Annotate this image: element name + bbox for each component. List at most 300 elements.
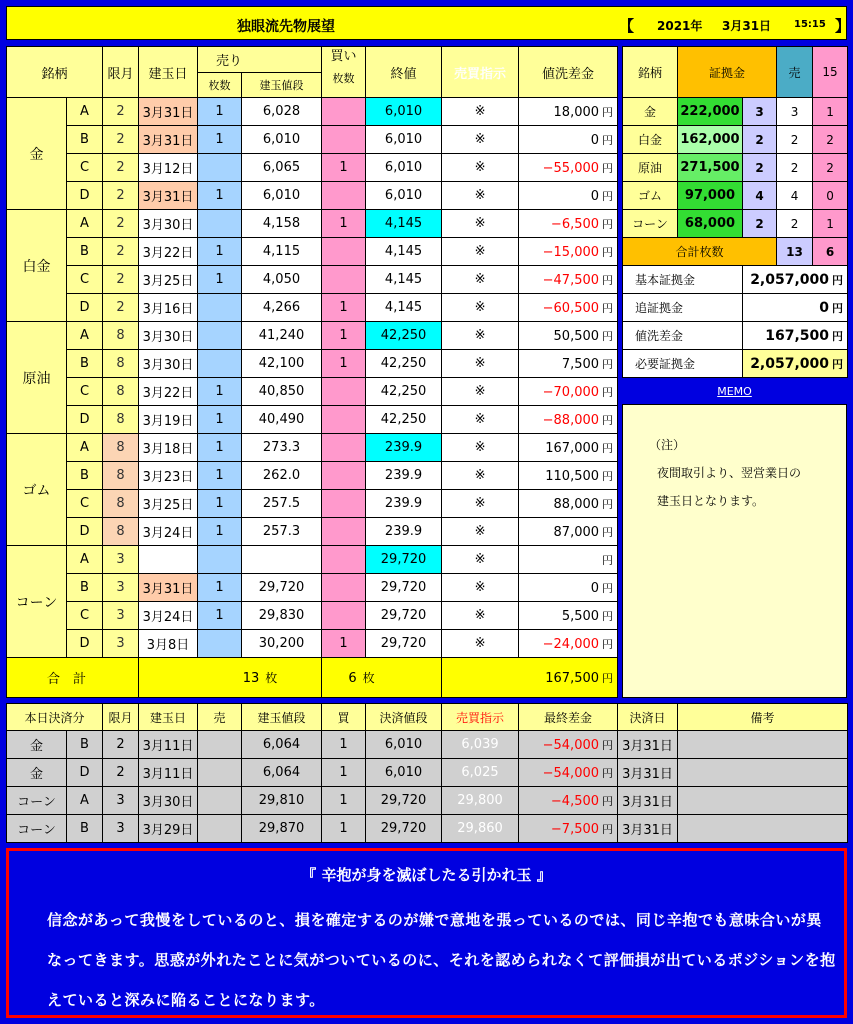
today-col-note: 備考 <box>678 704 848 731</box>
settled-row[interactable] <box>7 731 848 759</box>
row-instruction: ※ <box>442 434 519 462</box>
row-month: 2 <box>103 182 139 210</box>
row-key: B <box>67 238 103 266</box>
yen-unit: 円 <box>602 609 614 623</box>
memo-heading[interactable]: MEMO <box>717 385 752 398</box>
row-date: 3月23日 <box>139 462 198 490</box>
margin-sell: 2 <box>777 154 813 182</box>
margin-brand: 白金 <box>623 126 678 154</box>
row-buy-count <box>322 98 366 126</box>
settled-note <box>678 731 848 759</box>
settled-sell <box>198 787 242 815</box>
yen-unit: 円 <box>602 497 614 511</box>
summary-value <box>743 294 848 322</box>
table-row[interactable] <box>7 378 618 406</box>
row-diff-value: 0 <box>590 580 600 596</box>
row-sell-count: 1 <box>198 462 242 490</box>
row-instruction: ※ <box>442 378 519 406</box>
row-key: A <box>67 546 103 574</box>
row-diff-value: 18,000 <box>553 104 600 120</box>
settled-sdate: 3月31日 <box>618 759 678 787</box>
row-close: 239.9 <box>366 462 442 490</box>
table-row[interactable] <box>7 406 618 434</box>
settled-note <box>678 759 848 787</box>
side-col-sell: 売 <box>777 47 813 98</box>
margin-sell: 3 <box>777 98 813 126</box>
row-key: A <box>67 210 103 238</box>
row-diff <box>519 406 618 434</box>
row-sell-count: 1 <box>198 182 242 210</box>
memo-line1: 夜間取引より、翌営業日の <box>657 466 802 480</box>
row-diff-value: −47,500 <box>542 272 600 288</box>
margin-total-buy: 6 <box>813 238 848 266</box>
settled-buy: 1 <box>322 759 366 787</box>
row-buy-count <box>322 126 366 154</box>
yen-unit: 円 <box>602 637 614 651</box>
table-row[interactable] <box>7 630 618 658</box>
row-date: 3月30日 <box>139 210 198 238</box>
table-row[interactable] <box>7 182 618 210</box>
row-sell-count: 1 <box>198 266 242 294</box>
col-buy-count-label: 枚数 <box>332 71 355 85</box>
row-diff-value: 7,500 <box>561 356 600 372</box>
row-buy-count <box>322 434 366 462</box>
row-date: 3月24日 <box>139 602 198 630</box>
col-buy: 買い <box>330 48 357 64</box>
row-instruction: ※ <box>442 182 519 210</box>
row-diff-value: −15,000 <box>542 244 600 260</box>
row-buy-count: 1 <box>322 630 366 658</box>
totals-buy-count: 6 <box>348 671 357 686</box>
yen-unit: 円 <box>602 525 614 539</box>
row-month: 2 <box>103 154 139 182</box>
row-date: 3月31日 <box>139 126 198 154</box>
row-price <box>242 546 322 574</box>
settled-row[interactable] <box>7 815 848 843</box>
yen-unit: 円 <box>602 189 614 203</box>
row-sell-count <box>198 630 242 658</box>
margin-buy: 2 <box>813 126 848 154</box>
group-name: 白金 <box>7 210 67 322</box>
side-sell-total: 15 <box>813 47 848 98</box>
row-price: 4,050 <box>242 266 322 294</box>
settled-row[interactable] <box>7 759 848 787</box>
row-date: 3月25日 <box>139 266 198 294</box>
row-price: 29,830 <box>242 602 322 630</box>
row-instruction: ※ <box>442 322 519 350</box>
bracket-open: 【 <box>619 17 635 35</box>
row-diff <box>519 266 618 294</box>
settled-buy: 1 <box>322 731 366 759</box>
row-diff-value: −60,500 <box>542 300 600 316</box>
row-sell-count: 1 <box>198 574 242 602</box>
row-diff <box>519 462 618 490</box>
page-title: 独眼流先物展望 <box>237 19 335 35</box>
row-date: 3月19日 <box>139 406 198 434</box>
row-sell-count: 1 <box>198 126 242 154</box>
settled-sell <box>198 815 242 843</box>
row-key: C <box>67 154 103 182</box>
yen-unit: 円 <box>602 581 614 595</box>
margin-amount: 97,000 <box>678 182 743 210</box>
row-date: 3月16日 <box>139 294 198 322</box>
yen-unit: 円 <box>602 413 614 427</box>
row-diff <box>519 294 618 322</box>
row-buy-count <box>322 518 366 546</box>
row-close: 4,145 <box>366 210 442 238</box>
table-row[interactable] <box>7 434 618 462</box>
col-sell-count: 枚数 <box>198 72 242 98</box>
row-instruction: ※ <box>442 294 519 322</box>
memo-note: （注） <box>649 438 686 452</box>
yen-unit: 円 <box>602 385 614 399</box>
settled-sell <box>198 731 242 759</box>
row-close: 4,145 <box>366 266 442 294</box>
row-instruction: ※ <box>442 490 519 518</box>
message-box <box>6 848 847 1018</box>
settled-price: 29,870 <box>242 815 322 843</box>
settled-settle: 6,010 <box>366 731 442 759</box>
row-close: 6,010 <box>366 182 442 210</box>
row-close: 6,010 <box>366 98 442 126</box>
margin-buy: 1 <box>813 98 848 126</box>
table-row[interactable] <box>7 546 618 574</box>
totals-sell-count: 13 <box>242 671 260 686</box>
row-diff-value: 0 <box>590 188 600 204</box>
row-month: 2 <box>103 126 139 154</box>
summary-label: 基本証拠金 <box>623 266 743 294</box>
settled-row[interactable] <box>7 787 848 815</box>
table-row[interactable] <box>7 602 618 630</box>
row-sell-count <box>198 294 242 322</box>
row-diff-value: −70,000 <box>542 384 600 400</box>
row-price: 4,158 <box>242 210 322 238</box>
totals-diff-value: 167,500 <box>545 670 600 686</box>
row-date: 3月18日 <box>139 434 198 462</box>
yen-unit: 円 <box>602 553 614 567</box>
bracket-close: 】 <box>835 17 851 35</box>
row-diff <box>519 154 618 182</box>
row-month: 8 <box>103 322 139 350</box>
row-instruction: ※ <box>442 462 519 490</box>
table-row[interactable] <box>7 126 618 154</box>
row-price: 257.3 <box>242 518 322 546</box>
margin-total-row <box>623 238 848 266</box>
row-key: C <box>67 490 103 518</box>
row-instruction: ※ <box>442 238 519 266</box>
settled-final <box>519 787 618 815</box>
row-diff <box>519 546 618 574</box>
settled-month: 2 <box>103 759 139 787</box>
yen-unit: 円 <box>602 671 614 685</box>
row-close: 6,010 <box>366 154 442 182</box>
settled-brand: コーン <box>7 787 67 815</box>
margin-buy: 1 <box>813 210 848 238</box>
table-row[interactable] <box>7 294 618 322</box>
row-buy-count: 1 <box>322 210 366 238</box>
settled-brand: コーン <box>7 815 67 843</box>
settled-note <box>678 787 848 815</box>
row-month: 8 <box>103 378 139 406</box>
settled-date: 3月11日 <box>139 759 198 787</box>
row-key: B <box>67 350 103 378</box>
row-date: 3月12日 <box>139 154 198 182</box>
row-diff <box>519 518 618 546</box>
row-diff-value: −24,000 <box>542 636 600 652</box>
row-sell-count: 1 <box>198 406 242 434</box>
title-bar <box>6 6 851 40</box>
margin-row <box>623 182 848 210</box>
row-sell-count: 1 <box>198 434 242 462</box>
row-price: 40,850 <box>242 378 322 406</box>
row-instruction: ※ <box>442 630 519 658</box>
row-instruction: ※ <box>442 154 519 182</box>
row-price: 30,200 <box>242 630 322 658</box>
row-diff-value: −55,000 <box>542 160 600 176</box>
margin-amount: 271,500 <box>678 154 743 182</box>
row-date: 3月31日 <box>139 98 198 126</box>
row-buy-count <box>322 546 366 574</box>
yen-unit: 円 <box>602 441 614 455</box>
row-instruction: ※ <box>442 574 519 602</box>
row-sell-count: 1 <box>198 378 242 406</box>
settled-brand: 金 <box>7 731 67 759</box>
memo-line2: 建玉日となります。 <box>657 494 765 508</box>
row-sell-count <box>198 322 242 350</box>
table-row[interactable] <box>7 154 618 182</box>
row-diff <box>519 210 618 238</box>
row-sell-count: 1 <box>198 490 242 518</box>
settled-date: 3月11日 <box>139 731 198 759</box>
row-sell-count: 1 <box>198 98 242 126</box>
summary-label: 値洗差金 <box>623 322 743 350</box>
row-month: 8 <box>103 350 139 378</box>
settled-month: 3 <box>103 815 139 843</box>
settled-settle: 29,720 <box>366 787 442 815</box>
summary-label: 必要証拠金 <box>623 350 743 378</box>
settled-sell <box>198 759 242 787</box>
row-diff <box>519 322 618 350</box>
row-date: 3月30日 <box>139 322 198 350</box>
margin-units: 2 <box>743 210 777 238</box>
yen-unit: 円 <box>832 357 844 371</box>
side-col-brand: 銘柄 <box>623 47 678 98</box>
settled-key: B <box>67 731 103 759</box>
settled-price: 6,064 <box>242 731 322 759</box>
margin-sell: 2 <box>777 126 813 154</box>
totals-sell <box>139 658 322 698</box>
row-sell-count: 1 <box>198 238 242 266</box>
settled-today-table <box>6 703 848 843</box>
table-row[interactable] <box>7 98 618 126</box>
row-price: 6,010 <box>242 126 322 154</box>
row-close: 42,250 <box>366 378 442 406</box>
table-row[interactable] <box>7 350 618 378</box>
row-sell-count: 1 <box>198 602 242 630</box>
settled-month: 2 <box>103 731 139 759</box>
row-buy-count <box>322 406 366 434</box>
col-diff: 値洗差金 <box>519 47 618 98</box>
row-close: 29,720 <box>366 602 442 630</box>
row-key: D <box>67 630 103 658</box>
summary-value-value: 2,057,000 <box>750 271 830 288</box>
row-diff <box>519 434 618 462</box>
row-sell-count: 1 <box>198 518 242 546</box>
row-price: 41,240 <box>242 322 322 350</box>
today-col-instruction: 売買指示 <box>442 704 519 731</box>
yen-unit: 円 <box>602 794 614 808</box>
row-close: 42,250 <box>366 322 442 350</box>
margin-summary-row <box>623 350 848 378</box>
col-instruction: 売買指示 <box>442 47 519 98</box>
row-month: 3 <box>103 602 139 630</box>
row-month: 8 <box>103 490 139 518</box>
yen-unit: 円 <box>602 766 614 780</box>
summary-label: 追証拠金 <box>623 294 743 322</box>
row-date: 3月8日 <box>139 630 198 658</box>
table-row[interactable] <box>7 462 618 490</box>
row-price: 257.5 <box>242 490 322 518</box>
margin-brand: コーン <box>623 210 678 238</box>
row-month: 8 <box>103 406 139 434</box>
row-close: 29,720 <box>366 546 442 574</box>
row-diff <box>519 350 618 378</box>
table-row[interactable] <box>7 574 618 602</box>
row-date: 3月22日 <box>139 238 198 266</box>
margin-row <box>623 98 848 126</box>
table-row[interactable] <box>7 266 618 294</box>
col-price: 建玉値段 <box>242 72 322 98</box>
row-buy-count <box>322 602 366 630</box>
row-diff-value: −88,000 <box>542 412 600 428</box>
settled-settle: 6,010 <box>366 759 442 787</box>
yen-unit: 円 <box>602 822 614 836</box>
table-row[interactable] <box>7 518 618 546</box>
row-date: 3月22日 <box>139 378 198 406</box>
margin-summary-row <box>623 266 848 294</box>
title-date: 3月31日 <box>722 19 772 33</box>
settled-settle: 29,720 <box>366 815 442 843</box>
row-sell-count <box>198 210 242 238</box>
row-month: 2 <box>103 210 139 238</box>
row-key: A <box>67 98 103 126</box>
summary-value <box>743 350 848 378</box>
row-buy-count <box>322 238 366 266</box>
row-month: 8 <box>103 462 139 490</box>
group-name: 原油 <box>7 322 67 434</box>
row-buy-count: 1 <box>322 322 366 350</box>
today-col-title: 本日決済分 <box>7 704 103 731</box>
table-row[interactable] <box>7 322 618 350</box>
margin-sell: 4 <box>777 182 813 210</box>
row-price: 262.0 <box>242 462 322 490</box>
settled-instruction: 6,039 <box>442 731 519 759</box>
settled-sdate: 3月31日 <box>618 787 678 815</box>
positions-table <box>6 46 618 698</box>
row-instruction: ※ <box>442 406 519 434</box>
totals-diff <box>442 658 618 698</box>
margin-sell: 2 <box>777 210 813 238</box>
settled-key: A <box>67 787 103 815</box>
settled-note <box>678 815 848 843</box>
row-diff-value: 167,000 <box>545 440 600 456</box>
settled-buy: 1 <box>322 815 366 843</box>
row-close: 6,010 <box>366 126 442 154</box>
yen-unit: 円 <box>602 469 614 483</box>
yen-unit: 円 <box>602 738 614 752</box>
row-instruction: ※ <box>442 266 519 294</box>
table-row[interactable] <box>7 210 618 238</box>
margin-table <box>622 46 848 378</box>
settled-final <box>519 815 618 843</box>
yen-unit: 円 <box>602 133 614 147</box>
margin-summary-row <box>623 322 848 350</box>
row-date: 3月25日 <box>139 490 198 518</box>
table-row[interactable] <box>7 238 618 266</box>
settled-final <box>519 759 618 787</box>
row-close: 42,250 <box>366 406 442 434</box>
row-instruction: ※ <box>442 518 519 546</box>
margin-units: 3 <box>743 98 777 126</box>
row-key: D <box>67 294 103 322</box>
row-buy-count <box>322 182 366 210</box>
row-sell-count <box>198 154 242 182</box>
row-price: 6,010 <box>242 182 322 210</box>
yen-unit: 円 <box>602 245 614 259</box>
col-brand: 銘柄 <box>7 47 103 98</box>
row-instruction: ※ <box>442 126 519 154</box>
margin-buy: 0 <box>813 182 848 210</box>
totals-buy-unit: 枚 <box>362 671 375 685</box>
col-buy-count <box>322 47 366 98</box>
row-buy-count <box>322 490 366 518</box>
row-price: 6,065 <box>242 154 322 182</box>
title-time: 15:15 <box>794 19 826 30</box>
yen-unit: 円 <box>602 161 614 175</box>
row-instruction: ※ <box>442 602 519 630</box>
settled-key: D <box>67 759 103 787</box>
row-key: B <box>67 574 103 602</box>
yen-unit: 円 <box>832 273 844 287</box>
settled-final-value: −4,500 <box>550 793 600 809</box>
col-month: 限月 <box>103 47 139 98</box>
row-diff <box>519 238 618 266</box>
row-date: 3月31日 <box>139 182 198 210</box>
row-diff <box>519 378 618 406</box>
row-date: 3月24日 <box>139 518 198 546</box>
row-buy-count: 1 <box>322 294 366 322</box>
row-key: A <box>67 434 103 462</box>
settled-price: 6,064 <box>242 759 322 787</box>
margin-amount: 162,000 <box>678 126 743 154</box>
settled-final-value: −54,000 <box>542 765 600 781</box>
today-col-date: 建玉日 <box>139 704 198 731</box>
table-row[interactable] <box>7 490 618 518</box>
row-price: 273.3 <box>242 434 322 462</box>
row-key: D <box>67 406 103 434</box>
row-buy-count <box>322 378 366 406</box>
settled-final <box>519 731 618 759</box>
row-diff-value: 110,500 <box>545 468 600 484</box>
row-key: A <box>67 322 103 350</box>
row-buy-count <box>322 266 366 294</box>
settled-key: B <box>67 815 103 843</box>
row-buy-count: 1 <box>322 154 366 182</box>
row-month: 3 <box>103 574 139 602</box>
row-price: 29,720 <box>242 574 322 602</box>
row-price: 42,100 <box>242 350 322 378</box>
col-date: 建玉日 <box>139 47 198 98</box>
